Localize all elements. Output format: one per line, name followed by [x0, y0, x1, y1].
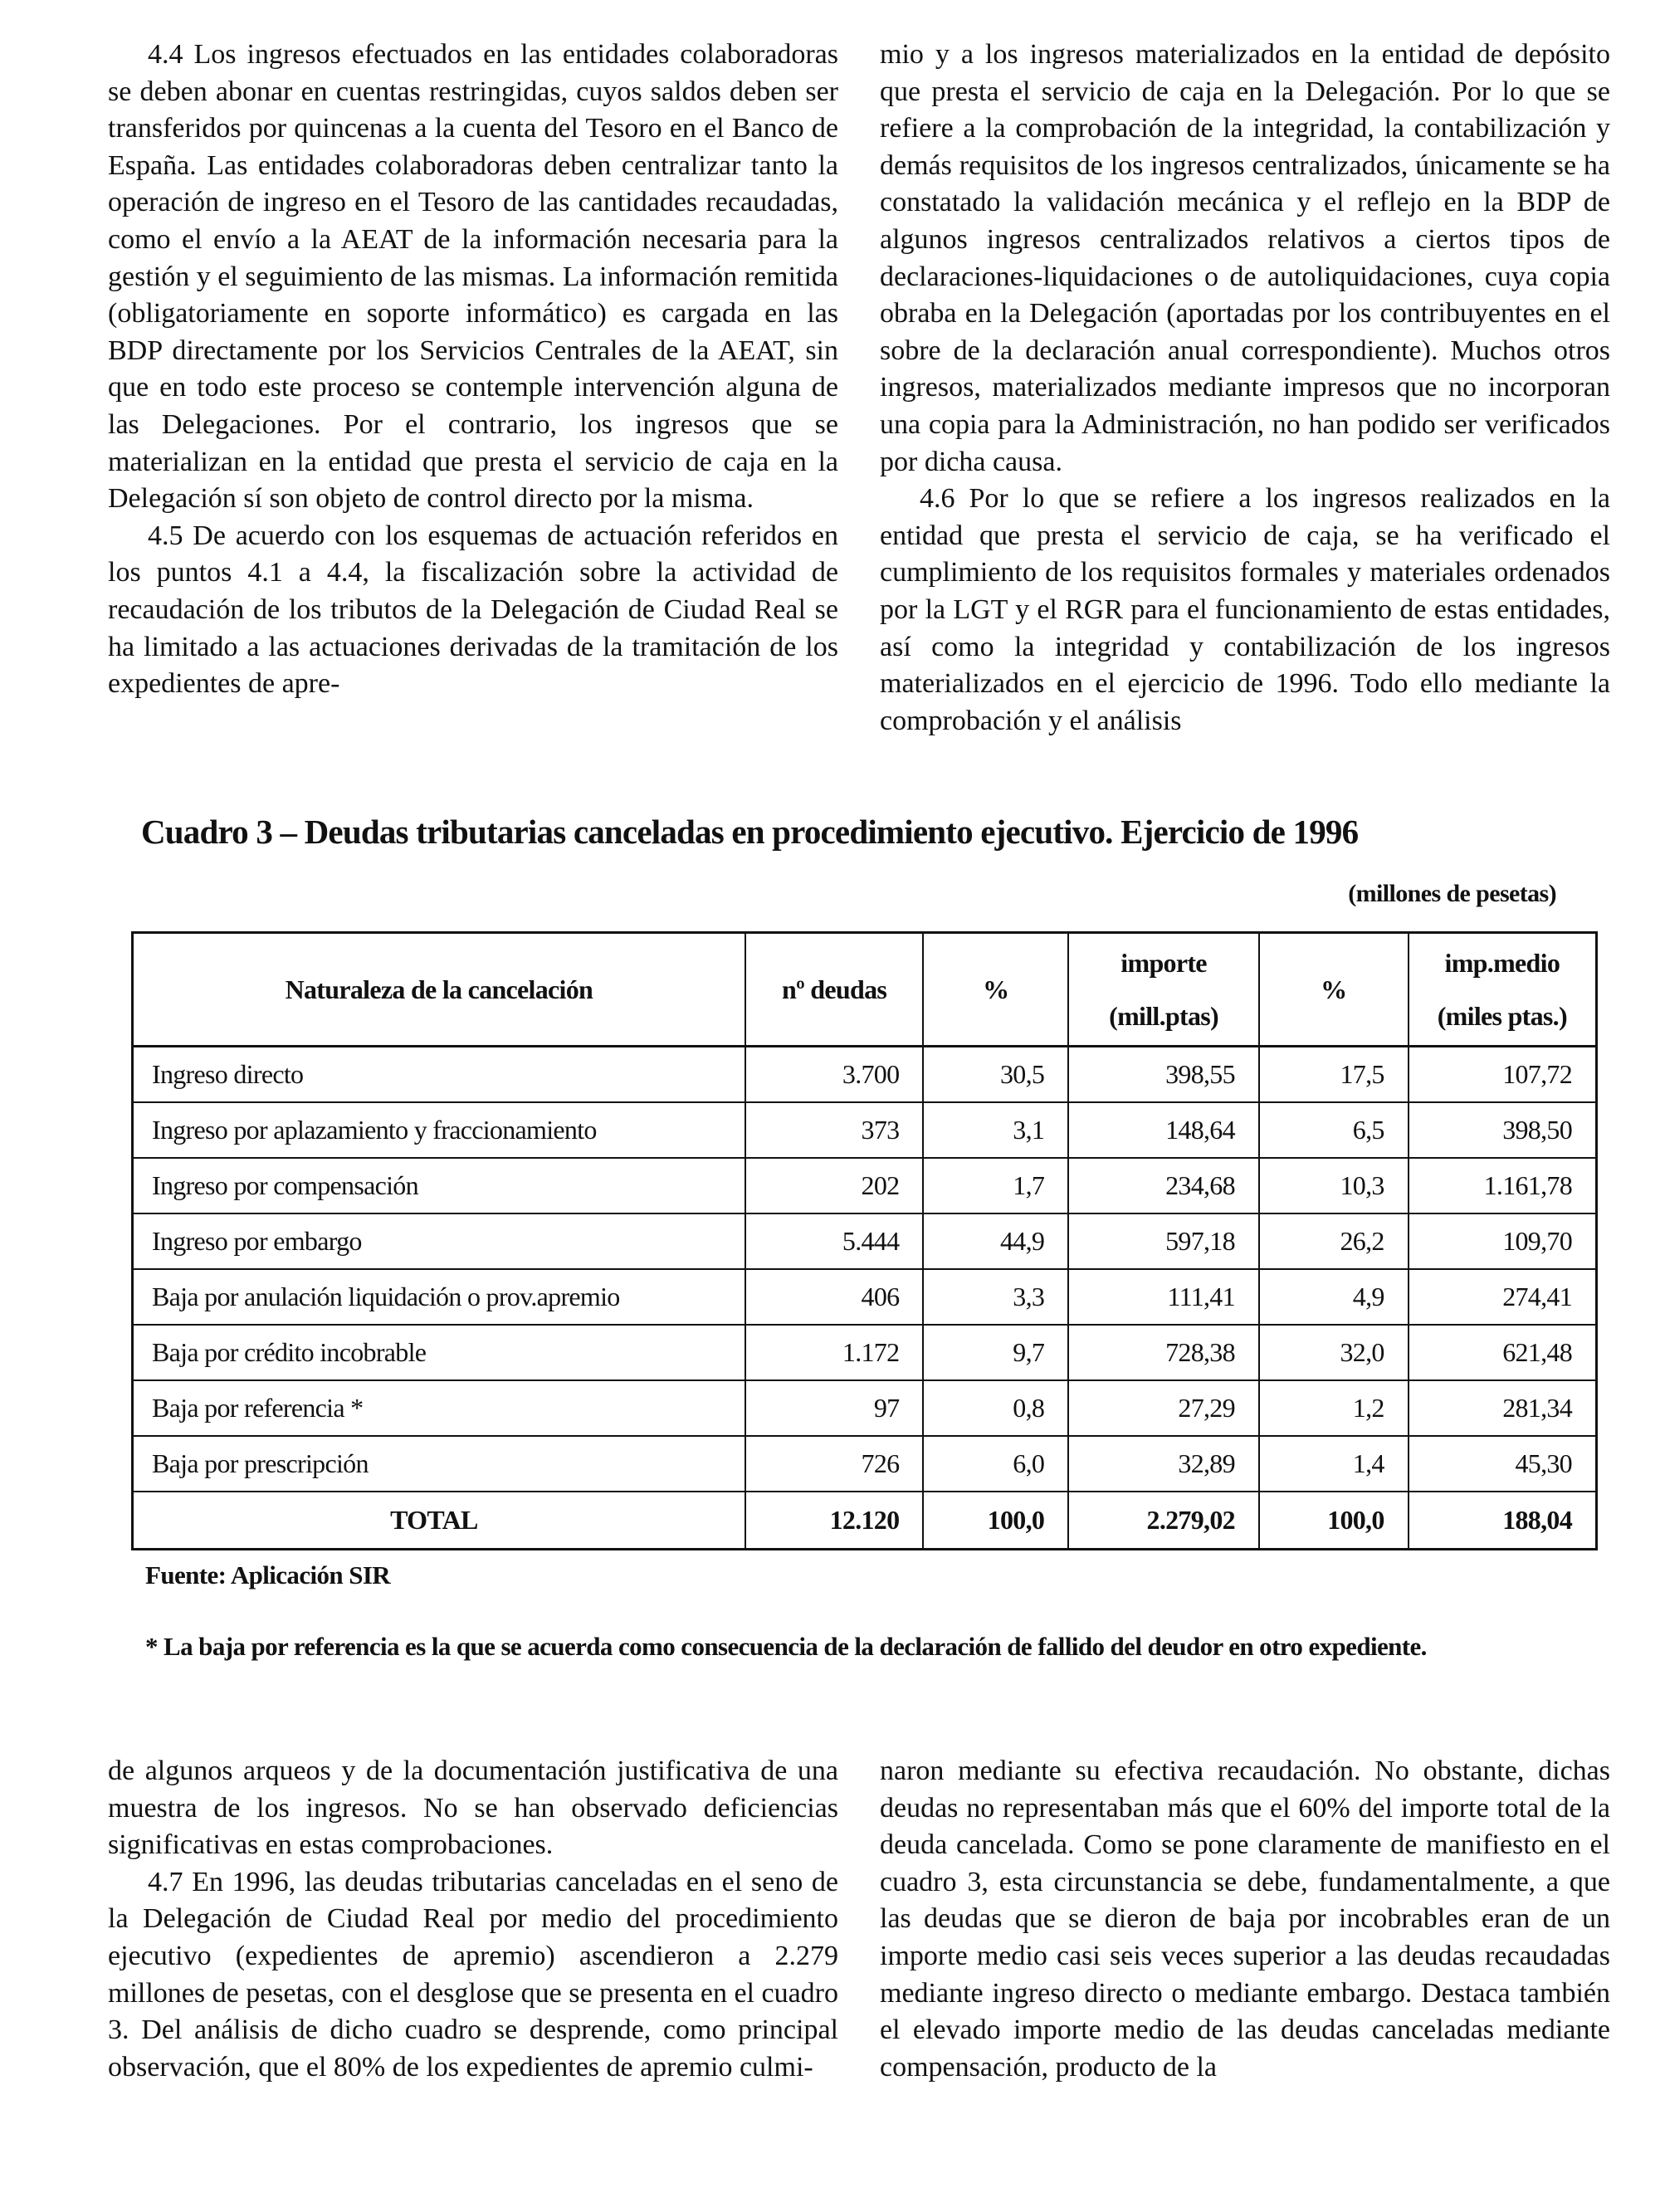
row-imp-medio: 281,34: [1409, 1380, 1597, 1436]
bottom-right-column: [880, 1753, 1610, 2086]
row-n-deudas: 1.172: [745, 1325, 924, 1380]
row-importe: 234,68: [1068, 1158, 1259, 1213]
row-n-deudas: 3.700: [745, 1047, 924, 1103]
row-imp-medio: 109,70: [1409, 1213, 1597, 1269]
total-n-deudas: 12.120: [745, 1492, 924, 1550]
row-pct-deudas: 3,1: [923, 1102, 1068, 1158]
table-title: Cuadro 3 – Deudas tributarias canceladas en procedimiento ejecutivo. Ejercicio de 1996: [141, 813, 1359, 851]
table-row: [133, 1213, 1597, 1269]
row-pct-importe: 10,3: [1259, 1158, 1409, 1213]
table-row: [133, 1158, 1597, 1213]
row-n-deudas: 202: [745, 1158, 924, 1213]
table-row: [133, 1047, 1597, 1103]
table-row: [133, 1269, 1597, 1325]
row-importe: 728,38: [1068, 1325, 1259, 1380]
row-importe: 32,89: [1068, 1436, 1259, 1492]
row-pct-importe: 17,5: [1259, 1047, 1409, 1103]
row-n-deudas: 373: [745, 1102, 924, 1158]
row-name: Ingreso directo: [133, 1047, 745, 1103]
row-pct-deudas: 1,7: [923, 1158, 1068, 1213]
header-imp-medio: [1409, 933, 1597, 1047]
row-pct-deudas: 30,5: [923, 1047, 1068, 1103]
paragraph-4-7-continued: naron mediante su efectiva recaudación. No obstante, dichas deudas no representaban más que el 60% del importe total de la deuda cancelada. Como se pone claramente de manifiesto en el cuadro 3, esta circunstancia se debe, fundamentalmente, a que las deudas que se dieron de baja por incobrables eran de un importe medio casi seis veces superior a las deudas recaudadas mediante ingreso directo o mediante embargo. Destaca también el elevado importe medio de las deudas canceladas mediante compensación, producto de la: [880, 1755, 1610, 2083]
row-importe: 148,64: [1068, 1102, 1259, 1158]
row-pct-importe: 32,0: [1259, 1325, 1409, 1380]
paragraph-4-6: 4.6 Por lo que se refiere a los ingresos realizados en la entidad que presta el servicio de caja, se ha verificado el cumplimiento de los requisitos formales y materiales ordenados por la LGT y el RGR para el funcionamiento de estas entidades, así como la integridad y contabilización de los ingresos materializados en el ejercicio de 1996. Todo ello mediante la comprobación y el análisis: [880, 483, 1610, 736]
row-importe: 597,18: [1068, 1213, 1259, 1269]
row-pct-deudas: 44,9: [923, 1213, 1068, 1269]
header-n-deudas: nº deudas: [745, 933, 924, 1047]
paragraph-4-4: 4.4 Los ingresos efectuados en las entidades colaboradoras se deben abonar en cuentas restringidas, cuyos saldos deben ser transferidos por quincenas a la cuenta del Tesoro en el Banco de España. Las entidades colaboradoras deben centralizar tanto la operación de ingreso en el Tesoro de las cantidades recaudadas, como el envío a la AEAT de la información necesaria para la gestión y el seguimiento de las mismas. La información remitida (obligatoriamente en soporte informático) es cargada en las BDP directamente por los Servicios Centrales de la AEAT, sin que en todo este proceso se contemple intervención alguna de las Delegaciones. Por el contrario, los ingresos que se materializan en la entidad que presta el servicio de caja en la Delegación sí son objeto de control directo por la misma.: [108, 39, 839, 515]
row-pct-importe: 4,9: [1259, 1269, 1409, 1325]
table-row: [133, 1102, 1597, 1158]
row-importe: 27,29: [1068, 1380, 1259, 1436]
debts-table: [131, 931, 1598, 1550]
row-imp-medio: 107,72: [1409, 1047, 1597, 1103]
row-pct-importe: 1,2: [1259, 1380, 1409, 1436]
table-header-row: [133, 933, 1597, 1047]
row-n-deudas: 406: [745, 1269, 924, 1325]
row-importe: 398,55: [1068, 1047, 1259, 1103]
row-n-deudas: 97: [745, 1380, 924, 1436]
paragraph-4-7: 4.7 En 1996, las deudas tributarias canceladas en el seno de la Delegación de Ciudad Real por medio del procedimiento ejecutivo (expedientes de apremio) ascendieron a 2.279 millones de pesetas, con el desglose que se presenta en el cuadro 3. Del análisis de dicho cuadro se desprende, como principal observación, que el 80% de los expedientes de apremio culmi-: [108, 1866, 838, 2083]
header-pct-deudas: %: [923, 933, 1068, 1047]
row-pct-deudas: 3,3: [923, 1269, 1068, 1325]
row-importe: 111,41: [1068, 1269, 1259, 1325]
paragraph-4-5-continued: mio y a los ingresos materializados en la entidad de depósito que presta el servicio de caja en la Delegación. Por lo que se refiere a la comprobación de la integridad, la contabilización y demás requisitos de los ingresos centralizados, únicamente se ha constatado la validación mecánica y el reflejo en la BDP de algunos ingresos centralizados relativos a ciertos tipos de declaraciones-liquidaciones o de autoliquidaciones, cuya copia obraba en la Delegación (aportadas por los contribuyentes en el sobre de la declaración anual correspondiente). Muchos otros ingresos, materializados mediante impresos que no incorporan una copia para la Administración, no han podido ser verificados por dicha causa.: [880, 39, 1610, 477]
row-name: Baja por referencia *: [133, 1380, 745, 1436]
table-footnote: * La baja por referencia es la que se acuerda como consecuencia de la declaración de fallido del deudor en otro expediente.: [145, 1632, 1427, 1661]
total-pct-importe: 100,0: [1259, 1492, 1409, 1550]
header-importe-line2: (mill.ptas): [1109, 1001, 1218, 1031]
row-name: Baja por prescripción: [133, 1436, 745, 1492]
row-pct-importe: 6,5: [1259, 1102, 1409, 1158]
row-name: Ingreso por embargo: [133, 1213, 745, 1269]
header-importe: [1068, 933, 1259, 1047]
row-pct-importe: 1,4: [1259, 1436, 1409, 1492]
total-importe: 2.279,02: [1068, 1492, 1259, 1550]
table-units: (millones de pesetas): [1348, 880, 1556, 907]
table-row: [133, 1325, 1597, 1380]
row-pct-deudas: 6,0: [923, 1436, 1068, 1492]
header-importe-line1: importe: [1120, 948, 1207, 978]
total-label: TOTAL: [133, 1492, 745, 1550]
row-n-deudas: 5.444: [745, 1213, 924, 1269]
row-imp-medio: 1.161,78: [1409, 1158, 1597, 1213]
top-right-column: [880, 37, 1610, 740]
table-row: [133, 1380, 1597, 1436]
header-imp-medio-line1: imp.medio: [1444, 948, 1560, 978]
table-total-row: [133, 1492, 1597, 1550]
row-name: Ingreso por aplazamiento y fraccionamiento: [133, 1102, 745, 1158]
row-n-deudas: 726: [745, 1436, 924, 1492]
total-imp-medio: 188,04: [1409, 1492, 1597, 1550]
row-imp-medio: 621,48: [1409, 1325, 1597, 1380]
paragraph-4-5: 4.5 De acuerdo con los esquemas de actuación referidos en los puntos 4.1 a 4.4, la fiscalización sobre la actividad de recaudación de los tributos de la Delegación de Ciudad Real se ha limitado a las actuaciones derivadas de la tramitación de los expedientes de apre-: [108, 520, 838, 700]
row-imp-medio: 398,50: [1409, 1102, 1597, 1158]
bottom-left-column: [108, 1753, 838, 2086]
row-imp-medio: 274,41: [1409, 1269, 1597, 1325]
top-left-column: [108, 37, 838, 703]
row-imp-medio: 45,30: [1409, 1436, 1597, 1492]
total-pct-deudas: 100,0: [923, 1492, 1068, 1550]
paragraph-4-6-continued: de algunos arqueos y de la documentación justificativa de una muestra de los ingresos. No se han observado deficiencias significativas en estas comprobaciones.: [108, 1755, 838, 1861]
table-source: Fuente: Aplicación SIR: [145, 1560, 391, 1589]
row-pct-deudas: 0,8: [923, 1380, 1068, 1436]
header-pct-importe: %: [1259, 933, 1409, 1047]
header-imp-medio-line2: (miles ptas.): [1437, 1001, 1567, 1031]
table-row: [133, 1436, 1597, 1492]
header-naturaleza: Naturaleza de la cancelación: [133, 933, 745, 1047]
row-name: Baja por anulación liquidación o prov.apremio: [133, 1269, 745, 1325]
row-name: Baja por crédito incobrable: [133, 1325, 745, 1380]
row-pct-deudas: 9,7: [923, 1325, 1068, 1380]
row-name: Ingreso por compensación: [133, 1158, 745, 1213]
row-pct-importe: 26,2: [1259, 1213, 1409, 1269]
